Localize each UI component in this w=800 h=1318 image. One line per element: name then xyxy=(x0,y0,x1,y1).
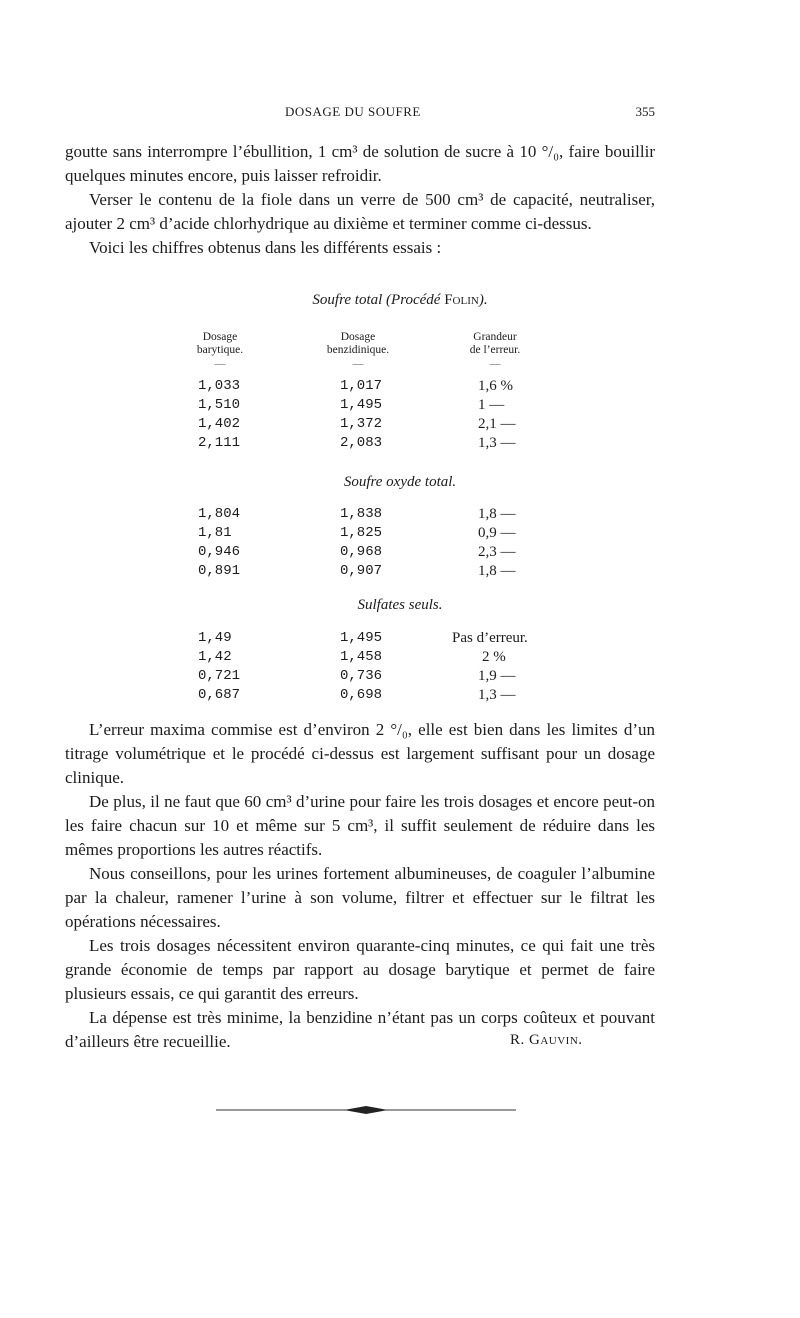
table-title-suffix: ). xyxy=(478,292,488,308)
section-heading: Sulfates seuls. xyxy=(357,597,443,613)
paragraph: La dépense est très minime, la benzidine n’étant pas un corps coûteux et pouvant d’ailleurs être recueillie. xyxy=(65,1008,655,1051)
running-title: DOSAGE DU SOUFRE xyxy=(285,104,421,119)
table-row: 1,81 1,825 0,9 — xyxy=(198,525,516,541)
table-title-prefix: Soufre total (Procédé xyxy=(312,292,445,308)
paragraph: Voici les chiffres obtenus dans les différents essais : xyxy=(89,238,442,257)
table-title xyxy=(0,292,800,309)
paragraph: Les trois dosages nécessitent environ quarante-cinq minutes, ce qui fait une très grande économie de temps par rapport au dosage barytique et permet de faire plusieurs essais, ce qui garantit des erreurs. xyxy=(65,936,655,1003)
table-row: 2,111 2,083 1,3 — xyxy=(198,435,516,451)
page-number: 355 xyxy=(635,104,655,119)
table-row: 0,687 0,698 1,3 — xyxy=(198,687,516,703)
table-row: 0,946 0,968 2,3 — xyxy=(198,544,516,560)
table-row: 0,891 0,907 1,8 — xyxy=(198,563,516,579)
table-row: 1,42 1,458 2 % xyxy=(198,649,506,665)
column-dash: — xyxy=(352,358,364,370)
paragraph: Verser le contenu de la fiole dans un verre de 500 cm³ de capacité, neutraliser, ajouter 2 cm³ d’acide chlorhydrique au dixième et terminer comme ci-dessus. xyxy=(65,190,655,233)
table-row: 1,49 1,495 Pas d’erreur. xyxy=(198,630,528,646)
table-row: 1,804 1,838 1,8 — xyxy=(198,506,516,522)
column-header-barytique: Dosage barytique. xyxy=(196,331,244,356)
paragraph: L’erreur maxima commise est d’environ 2 °/₀, elle est bien dans les limites d’un titrage volumétrique et le procédé ci-dessus est largement suffisant pour un dosage clinique. xyxy=(65,720,655,787)
table-row: 1,510 1,495 1 — xyxy=(198,397,505,413)
table-row: 1,402 1,372 2,1 — xyxy=(198,416,516,432)
intro-text xyxy=(65,140,655,260)
paragraph: goutte sans interrompre l’ébullition, 1 cm³ de solution de sucre à 10 °/₀, faire bouillir quelques minutes encore, puis laisser refroidir. xyxy=(65,142,655,185)
end-ornament xyxy=(216,1104,516,1116)
table-row: 0,721 0,736 1,9 — xyxy=(198,668,516,684)
column-dash: — xyxy=(214,358,226,370)
running-head xyxy=(65,104,655,124)
table-title-author: Folin xyxy=(444,292,479,308)
column-dash: — xyxy=(489,358,501,370)
section-heading: Soufre oxyde total. xyxy=(343,474,457,490)
column-header-erreur: Grandeur de l’erreur. xyxy=(469,331,521,356)
paragraph: Nous conseillons, pour les urines fortement albumineuses, de coaguler l’albumine par la chaleur, ramener l’urine à son volume, filtrer et effectuer sur le filtrat les opérations nécessaires. xyxy=(65,864,655,931)
paragraph: De plus, il ne faut que 60 cm³ d’urine pour faire les trois dosages et encore peut-on les faire chacun sur 10 et même sur 5 cm³, il suffit seulement de réduire dans les mêmes proportions les autres réactifs. xyxy=(65,792,655,859)
conclusion-text xyxy=(65,718,655,1054)
author-signature: R. Gauvin. xyxy=(510,1032,583,1048)
table-row: 1,033 1,017 1,6 % xyxy=(198,378,513,394)
column-header-benzidinique: Dosage benzidinique. xyxy=(326,331,390,356)
